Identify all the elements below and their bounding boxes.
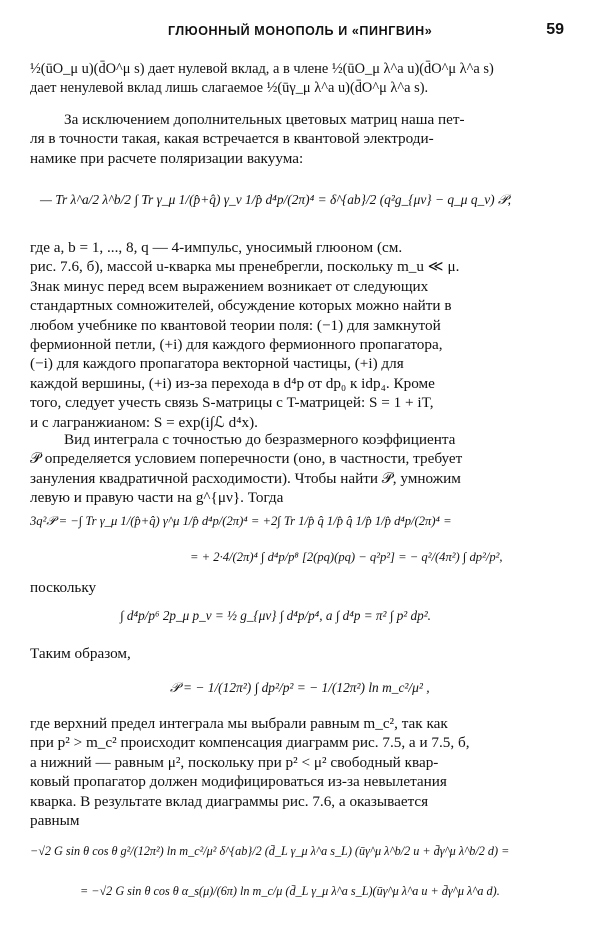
- text-line: любом учебнике по квантовой теории поля: (−1) для замкнутой: [30, 316, 441, 334]
- text-line: левую и правую части на g^{μν}. Тогда: [30, 489, 284, 507]
- equation-trace-result: = + 2·4/(2π)⁴ ∫ d⁴p/p⁸ [2(pq)(pq) − q²p²] = − q²/(4π²) ∫ dp²/p²,: [190, 550, 503, 564]
- text-line: (−i) для каждого пропагатора векторной частицы, (+i) для: [30, 355, 404, 373]
- text-line: фермионной петли, (+i) для каждого фермионного пропагатора,: [30, 336, 443, 354]
- text-line: намике при расчете поляризации вакуума:: [30, 149, 304, 167]
- word-takim: [30, 644, 572, 663]
- equation-p-coefficient: 𝒫 = − 1/(12π²) ∫ dp²/p² = − 1/(12π²) ln m_c²/μ² ,: [170, 680, 430, 695]
- text-line: ковый пропагатор должен модифицироваться из-за невылетания: [30, 773, 447, 791]
- page-header: [0, 22, 600, 44]
- text-line: где a, b = 1, ..., 8, q — 4-импульс, уносимый глюоном (см.: [30, 239, 403, 256]
- text-line: поскольку: [30, 579, 97, 596]
- paragraph-transversality: [30, 430, 572, 508]
- text-line: равным: [30, 812, 80, 830]
- equation-diagram-result: = −√2 G sin θ cos θ α_s(μ)/(6π) ln m_c/μ (d̄_L γ_μ λ^a s_L)(ūγ^μ λ^a u + d̄γ^μ λ^a d).: [80, 884, 500, 898]
- text-line: Таким образом,: [30, 645, 131, 662]
- paragraph-integration-limits: [30, 714, 572, 830]
- equation-angular-average: ∫ d⁴p/p⁶ 2p_μ p_ν = ½ g_{μν} ∫ d⁴p/p⁴, а ∫ d⁴p = π² ∫ p² dp².: [120, 608, 431, 623]
- paragraph-vacuum-polarization: [30, 110, 572, 168]
- text-line: где верхний предел интеграла мы выбрали равным m_c², так как: [30, 715, 448, 732]
- intro-paragraph: [30, 60, 572, 99]
- text-line: каждой вершины, (+i) из-за перехода в d⁴p от dp₀ к idp₄. Кроме: [30, 374, 435, 392]
- running-title: ГЛЮОННЫЙ МОНОПОЛЬ И «ПИНГВИН»: [168, 24, 433, 38]
- text-line: того, следует учесть связь S-матрицы с T-матрицей: S = 1 + iT,: [30, 394, 434, 412]
- text-line: За исключением дополнительных цветовых матриц наша пет-: [64, 111, 465, 128]
- text-line: рис. 7.6, б), массой u-кварка мы пренебрегли, поскольку m_u ≪ μ.: [30, 258, 460, 276]
- page-number: 59: [546, 21, 564, 38]
- word-poskolku: [30, 578, 572, 597]
- paragraph-sign-factors: [30, 238, 572, 432]
- text-line: Знак минус перед всем выражением возникает от следующих: [30, 277, 429, 295]
- text-line: стандартных сомножителей, обсуждение которых можно найти в: [30, 297, 452, 315]
- text-line: ½(ūO_μ u)(d̄O^μ s) дает нулевой вклад, а в члене ½(ūO_μ λ^a u)(d̄O^μ λ^a s): [30, 61, 494, 77]
- text-line: и с лагранжианом: S = exp(i∫ℒ d⁴x).: [30, 413, 258, 431]
- text-line: ля в точности такая, какая встречается в квантовой электроди-: [30, 130, 434, 148]
- equation-loop-trace: — Tr λ^a/2 λ^b/2 ∫ Tr γ_μ 1/(p̂+q̂) γ_ν 1/p̂ d⁴p/(2π)⁴ = δ^{ab}/2 (q²g_{μν} − q_μ q_ν) 𝒫,: [40, 192, 511, 207]
- equation-diagram-contribution: −√2 G sin θ cos θ g²/(12π²) ln m_c²/μ² δ^{ab}/2 (d̄_L γ_μ λ^a s_L) (ūγ^μ λ^b/2 u + d̄γ^μ λ^b/2 d) =: [30, 844, 510, 858]
- text-line: 𝒫 определяется условием поперечности (оно, в частности, требует: [30, 450, 463, 468]
- text-line: Вид интеграла с точностью до безразмерного коэффициента: [64, 431, 456, 448]
- text-line: дает ненулевой вклад лишь слагаемое ½(ūγ_μ λ^a u)(d̄O^μ λ^a s).: [30, 80, 429, 97]
- text-line: кварка. В результате вклад диаграммы рис. 7.6, а оказывается: [30, 792, 429, 810]
- text-line: при p² > m_c² происходит компенсация диаграмм рис. 7.5, а и 7.5, б,: [30, 734, 470, 752]
- text-line: зануления квадратичной расходимости). Чтобы найти 𝒫, умножим: [30, 469, 461, 487]
- equation-trace-contraction: 3q²𝒫 = −∫ Tr γ_μ 1/(p̂+q̂) γ^μ 1/p̂ d⁴p/(2π)⁴ = +2∫ Tr 1/p̂ q̂ 1/p̂ q̂ 1/p̂ 1/p̂ d⁴p/(2π)⁴ =: [30, 514, 452, 528]
- text-line: а нижний — равным μ², поскольку при p² < μ² свободный квар-: [30, 753, 439, 771]
